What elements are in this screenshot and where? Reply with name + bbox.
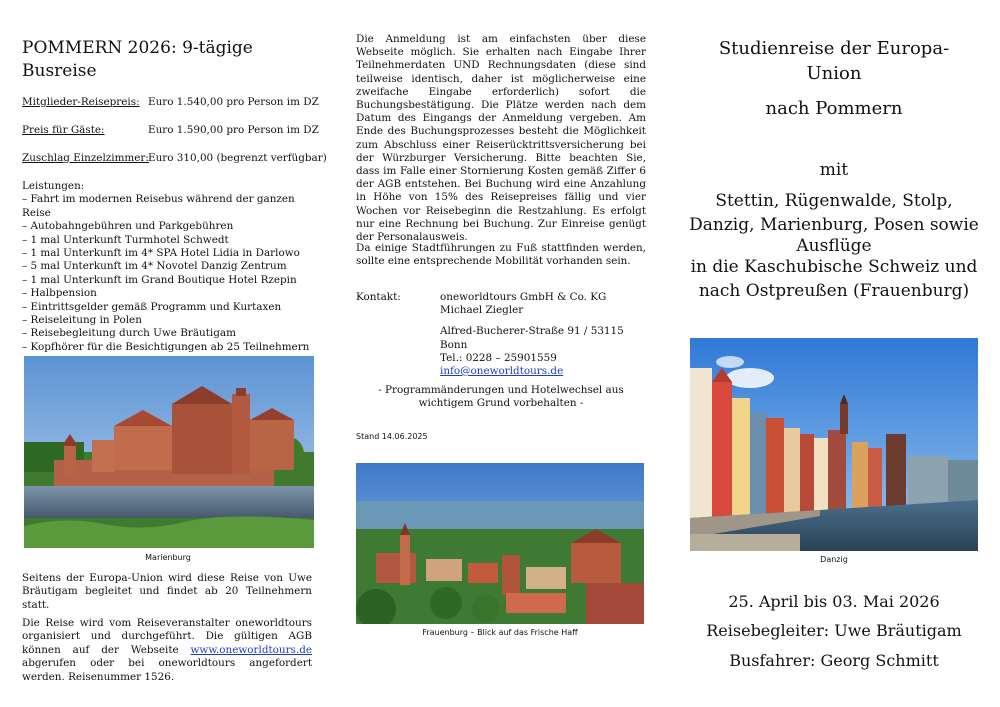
travel-dates: 25. April bis 03. Mai 2026	[728, 592, 940, 611]
organizer-text: abgerufen oder bei oneworldtours angefordert werden. Reisenummer 1526.	[22, 657, 312, 683]
cover-title	[688, 36, 980, 121]
list-item: – 5 mal Unterkunft im 4* Novotel Danzig Zentrum	[22, 260, 287, 273]
destinations-line: in die Kaschubische Schweiz und	[690, 257, 978, 277]
list-item: – 1 mal Unterkunft Turmhotel Schwedt	[22, 233, 229, 246]
registration-paragraph: Die Anmeldung ist am einfachsten über diese Webseite möglich. Sie erhalten nach Eingabe Ihrer Teilnehmerdaten UND Rechnungsdaten (diese sind teilweise identisch, daher ist möglicherweise eine zweifache Eingabe erforderlich) sofort die Buchungsbestätigung. Die Plätze werden nach dem Datum des Eingangs der Anmeldung vergeben. Am Ende des Buchungsprozesses besteht die Möglichkeit zum Abschluss einer Reiserücktrittsversicherung bei der Würzburger Versicherung. Bitte beachten Sie, dass im Falle einer Stornierung Kosten gemäß Ziffer 6 der AGB entstehen. Bei Buchung wird eine Anzahlung in Höhe von 15% des Reisepreises fällig und vier Wochen vor Reisebeginn die Restzahlung. Es erfolgt nur eine Rechnung bei Buchung. Zur Einreise genügt der Personalausweis.	[356, 33, 646, 244]
price-value: Euro 310,00 (begrenzt verfügbar)	[148, 152, 327, 164]
contact-person: Michael Ziegler	[440, 304, 524, 317]
cover-title-line: Studienreise der Europa-	[718, 38, 950, 59]
destinations-line: nach Ostpreußen (Frauenburg)	[698, 281, 970, 301]
frauenburg-photo	[356, 463, 644, 624]
marienburg-photo	[24, 356, 314, 548]
services-section	[22, 180, 314, 354]
list-item: – 1 mal Unterkunft im 4* SPA Hotel Lidia in Darlowo	[22, 247, 300, 260]
price-label: Zuschlag Einzelzimmer:	[22, 152, 149, 164]
cover-title-line: Union	[806, 63, 862, 84]
contact-phone: Tel.: 0228 – 25901559	[440, 351, 557, 364]
organizer-text: Die Reise wird vom Reiseveranstalter oneworldtours organisiert und durchgeführt. Die gültigen AGB können auf der Webseite	[22, 617, 312, 656]
price-label: Preis für Gäste:	[22, 124, 105, 136]
price-label: Mitglieder-Reisepreis:	[22, 96, 140, 108]
escort-paragraph: Seitens der Europa-Union wird diese Reise von Uwe Bräutigam begleitet und findet ab 20 Teilnehmern statt.	[22, 572, 312, 611]
contact-address: Alfred-Bucherer-Straße 91 / 53115 Bonn	[440, 325, 624, 351]
list-item: – 1 mal Unterkunft im Grand Boutique Hotel Rzepin	[22, 273, 297, 286]
mit-label: mit	[819, 160, 849, 180]
list-item: – Halbpension	[22, 287, 97, 300]
destinations	[688, 189, 980, 303]
tour-guide: Reisebegleiter: Uwe Bräutigam	[706, 621, 962, 640]
services-heading: Leistungen:	[22, 180, 85, 192]
date-stamp: Stand 14.06.2025	[356, 432, 428, 441]
list-item: – Autobahngebühren und Parkgebühren	[22, 220, 234, 233]
trip-title: POMMERN 2026: 9-tägige Busreise	[22, 38, 253, 81]
list-item: – Reisebegleitung durch Uwe Bräutigam	[22, 327, 236, 340]
organizer-paragraph	[22, 617, 312, 684]
list-item: – Fahrt im modernen Reisebus während der ganzen Reise	[22, 193, 295, 219]
list-item: – Reiseleitung in Polen	[22, 314, 142, 327]
bus-driver: Busfahrer: Georg Schmitt	[729, 651, 939, 670]
services-list	[22, 193, 314, 354]
danzig-photo	[690, 338, 978, 551]
price-value: Euro 1.590,00 pro Person im DZ	[148, 124, 319, 136]
frauenburg-caption: Frauenburg – Blick auf das Frische Haff	[422, 628, 578, 637]
list-item: – Kopfhörer für die Besichtigungen ab 25 Teilnehmern	[22, 340, 310, 353]
contact-company: oneworldtours GmbH & Co. KG	[440, 291, 607, 303]
contact-details	[440, 291, 646, 378]
website-link[interactable]: www.oneworldtours.de	[190, 643, 312, 656]
contact-label: Kontakt:	[356, 291, 401, 303]
destinations-line: Ausflüge	[796, 236, 872, 256]
destinations-line: Stettin, Rügenwalde, Stolp,	[715, 191, 953, 211]
price-value: Euro 1.540,00 pro Person im DZ	[148, 96, 319, 108]
destinations-line: Danzig, Marienburg, Posen sowie	[689, 215, 979, 235]
cover-title-line: nach Pommern	[765, 98, 903, 119]
contact-email-link[interactable]: info@oneworldtours.de	[440, 365, 564, 378]
danzig-caption: Danzig	[820, 555, 848, 564]
disclaimer: - Programmänderungen und Hotelwechsel aus wichtigem Grund vorbehalten -	[378, 384, 624, 410]
list-item: – Eintrittsgelder gemäß Programm und Kurtaxen	[22, 300, 282, 313]
marienburg-caption: Marienburg	[145, 553, 191, 562]
mobility-paragraph: Da einige Stadtführungen zu Fuß stattfinden werden, sollte eine entsprechende Mobilität vorhanden sein.	[356, 242, 646, 268]
